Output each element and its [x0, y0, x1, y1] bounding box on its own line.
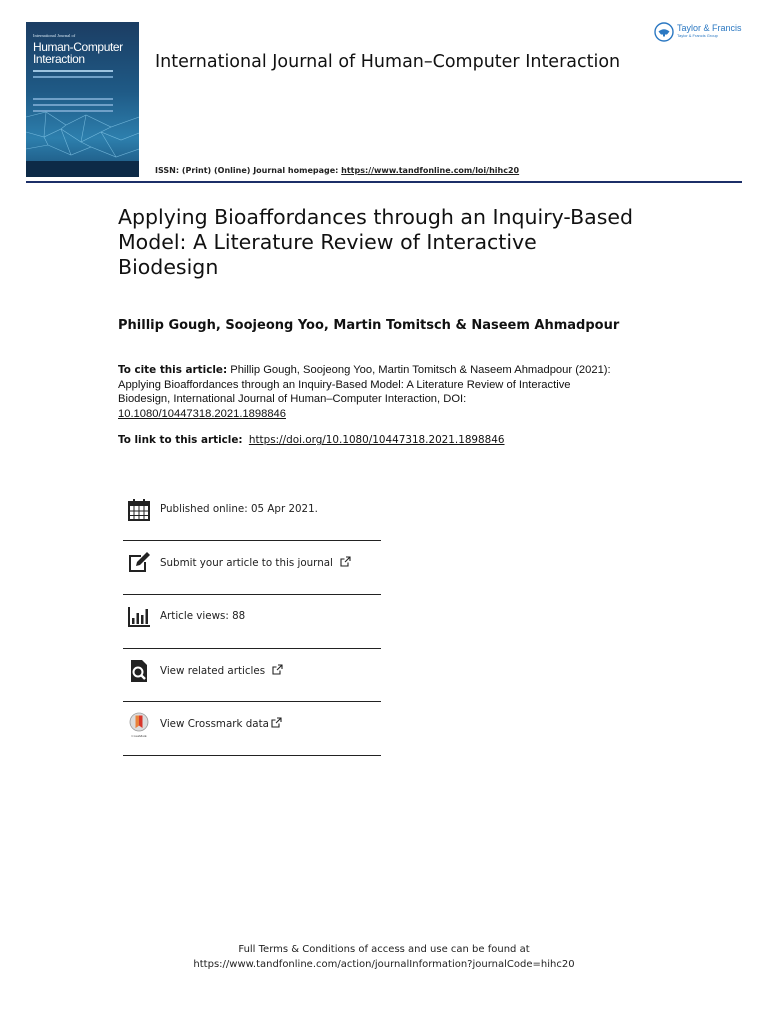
list-item-published — [123, 488, 381, 541]
article-link-line — [118, 434, 505, 446]
header-divider — [26, 181, 742, 183]
list-item-crossmark[interactable] — [123, 702, 381, 756]
article-authors: Phillip Gough, Soojeong Yoo, Martin Tomitsch & Naseem Ahmadpour — [118, 318, 620, 333]
terms-footer — [0, 942, 768, 972]
published-date-text: Published online: 05 Apr 2021. — [160, 503, 318, 515]
cover-small-text: International Journal of — [33, 33, 76, 38]
article-doi-link[interactable]: https://doi.org/10.1080/10447318.2021.1898846 — [248, 434, 505, 446]
related-search-icon — [127, 659, 151, 683]
crossmark-caption: CrossMark — [131, 734, 147, 739]
related-articles-link[interactable] — [160, 664, 283, 677]
terms-link[interactable]: https://www.tandfonline.com/action/journalInformation?journalCode=hihc20 — [193, 959, 575, 970]
terms-text: Full Terms & Conditions of access and use can be found at — [238, 944, 530, 955]
cover-decoration-lines — [33, 70, 113, 72]
cover-title-line2: Interaction — [33, 52, 85, 66]
citation-block — [118, 363, 618, 421]
calendar-icon — [127, 498, 151, 522]
link-label: To link to this article: — [118, 434, 243, 446]
list-item-views — [123, 595, 381, 649]
list-item-submit[interactable] — [123, 541, 381, 595]
cover-texture — [26, 107, 139, 162]
taylor-francis-lamp-icon — [654, 22, 674, 42]
cite-doi-link[interactable]: 10.1080/10447318.2021.1898846 — [118, 407, 286, 420]
article-views-text: Article views: 88 — [160, 609, 246, 622]
submit-article-label: Submit your article to this journal — [160, 557, 333, 569]
cover-title-line1: Human-Computer — [33, 40, 123, 54]
publisher-group: Taylor & Francis Group — [677, 33, 718, 38]
list-item-related[interactable] — [123, 649, 381, 703]
article-title: Applying Bioaffordances through an Inquiry-Based Model: A Literature Review of Interactive Biodesign — [118, 205, 634, 279]
external-link-icon — [340, 556, 351, 567]
journal-homepage-link[interactable]: https://www.tandfonline.com/loi/hihc20 — [341, 166, 520, 175]
publisher-name: Taylor & Francis — [677, 23, 742, 33]
journal-cover-image — [26, 22, 139, 177]
crossmark-icon — [127, 712, 151, 738]
submit-article-link[interactable] — [160, 556, 351, 569]
publisher-logo[interactable] — [654, 22, 742, 42]
submit-pen-icon — [127, 551, 151, 575]
crossmark-link[interactable] — [160, 717, 282, 730]
external-link-icon — [271, 717, 282, 728]
cover-footer-band — [26, 161, 139, 177]
cite-label: To cite this article: — [118, 364, 228, 376]
external-link-icon — [272, 664, 283, 675]
bar-chart-icon — [127, 605, 151, 629]
crossmark-label: View Crossmark data — [160, 718, 269, 731]
article-info-list — [123, 488, 381, 756]
journal-title[interactable]: International Journal of Human–Computer Interaction — [155, 52, 621, 72]
issn-label: ISSN: (Print) (Online) Journal homepage: — [155, 166, 339, 175]
related-articles-label: View related articles — [160, 664, 266, 677]
cite-text: Phillip Gough, Soojeong Yoo, Martin Tomitsch & Naseem Ahmadpour (2021): Applying Bioaffordances through an Inquiry-Based Model: A Literature Review of Interactive Biodesign, International Journal of Human–Computer Interaction, DOI: — [118, 364, 611, 405]
issn-line — [155, 166, 519, 175]
